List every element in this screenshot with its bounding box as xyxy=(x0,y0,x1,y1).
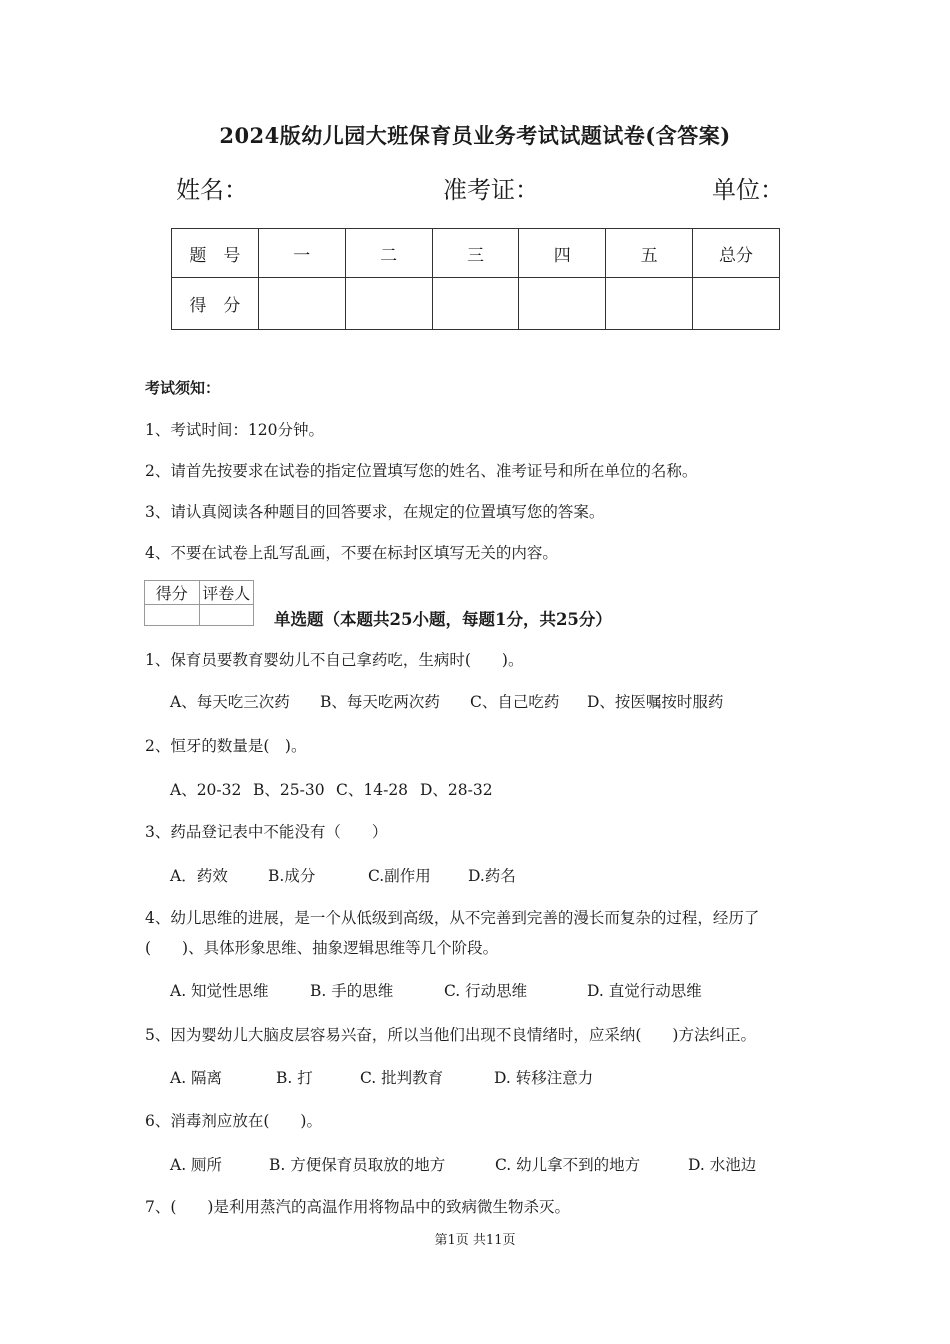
option: D.药名 xyxy=(468,867,516,885)
question-options xyxy=(170,1066,593,1088)
question-options xyxy=(170,864,516,886)
option: B. 方便保育员取放的地方 xyxy=(269,1156,446,1174)
option: D. 水池边 xyxy=(688,1156,757,1174)
grader-score-label: 得分 xyxy=(145,581,200,605)
question-options xyxy=(170,979,702,1001)
score-table-header-row xyxy=(172,229,780,278)
score-header-cell: 四 xyxy=(519,229,606,278)
option: B. 手的思维 xyxy=(310,982,394,1000)
score-header-cell: 题 号 xyxy=(172,229,259,278)
option: D. 直觉行动思维 xyxy=(587,982,702,1000)
document-title: 2024版幼儿园大班保育员业务考试试题试卷(含答案) xyxy=(219,123,731,148)
grader-reviewer-label: 评卷人 xyxy=(199,581,254,605)
option: C、14-28 xyxy=(336,781,409,799)
question-options xyxy=(170,778,493,800)
question-text: 7、( )是利用蒸汽的高温作用将物品中的致病微生物杀灭。 xyxy=(145,1198,570,1216)
option: B、每天吃两次药 xyxy=(320,693,440,711)
notice-item: 2、请首先按要求在试卷的指定位置填写您的姓名、准考证号和所在单位的名称。 xyxy=(145,462,698,480)
option: C. 幼儿拿不到的地方 xyxy=(495,1156,641,1174)
section-title: 单选题（本题共25小题，每题1分，共25分） xyxy=(274,610,612,629)
notice-item: 4、不要在试卷上乱写乱画，不要在标封区填写无关的内容。 xyxy=(145,544,558,562)
score-header-cell: 一 xyxy=(258,229,345,278)
ticket-label: 准考证： xyxy=(443,176,539,204)
name-label: 姓名： xyxy=(176,176,248,204)
question-options xyxy=(170,1153,756,1175)
option: C.副作用 xyxy=(368,867,431,885)
score-cell[interactable] xyxy=(606,278,693,330)
score-header-cell: 五 xyxy=(606,229,693,278)
question-text: 1、保育员要教育婴幼儿不自己拿药吃，生病时( )。 xyxy=(145,651,524,669)
option: A、每天吃三次药 xyxy=(170,693,290,711)
option: A. 厕所 xyxy=(170,1156,223,1174)
option: B.成分 xyxy=(268,867,316,885)
question-text: 6、消毒剂应放在( )。 xyxy=(145,1112,322,1130)
question-text: 4、幼儿思维的进展，是一个从低级到高级，从不完善到完善的漫长而复杂的过程，经历了 xyxy=(145,909,760,927)
option: D、28-32 xyxy=(420,781,493,799)
score-cell[interactable] xyxy=(345,278,432,330)
option: B、25-30 xyxy=(253,781,325,799)
option: A. 隔离 xyxy=(170,1069,223,1087)
notice-item: 3、请认真阅读各种题目的回答要求，在规定的位置填写您的答案。 xyxy=(145,503,605,521)
score-table-score-row xyxy=(172,278,780,330)
option: A．药效 xyxy=(170,867,228,885)
unit-label: 单位： xyxy=(712,176,784,204)
option: B. 打 xyxy=(276,1069,313,1087)
question-text: 5、因为婴幼儿大脑皮层容易兴奋，所以当他们出现不良情绪时，应采纳( )方法纠正。 xyxy=(145,1026,756,1044)
question-text: 3、药品登记表中不能没有（ ） xyxy=(145,823,388,841)
score-cell[interactable] xyxy=(519,278,606,330)
score-cell[interactable] xyxy=(258,278,345,330)
question-text-continued: ( )、具体形象思维、抽象逻辑思维等几个阶段。 xyxy=(145,939,499,957)
option: A. 知觉性思维 xyxy=(170,982,269,1000)
grader-reviewer-cell[interactable] xyxy=(199,605,254,626)
option: C、自己吃药 xyxy=(470,693,560,711)
score-cell[interactable] xyxy=(432,278,519,330)
question-options xyxy=(170,690,723,712)
notice-heading: 考试须知： xyxy=(145,379,221,397)
option: A、20-32 xyxy=(170,781,242,799)
option: C. 批判教育 xyxy=(360,1069,444,1087)
grader-score-cell[interactable] xyxy=(145,605,200,626)
notice-item: 1、考试时间：120分钟。 xyxy=(145,421,324,439)
score-table xyxy=(171,228,780,330)
score-header-cell: 总分 xyxy=(693,229,780,278)
option: C. 行动思维 xyxy=(444,982,528,1000)
score-cell[interactable] xyxy=(693,278,780,330)
grader-box xyxy=(144,580,254,626)
score-header-cell: 二 xyxy=(345,229,432,278)
option: D、按医嘱按时服药 xyxy=(587,693,724,711)
option: D. 转移注意力 xyxy=(494,1069,594,1087)
question-text: 2、恒牙的数量是( )。 xyxy=(145,737,307,755)
score-row-label: 得 分 xyxy=(172,278,259,330)
score-header-cell: 三 xyxy=(432,229,519,278)
page-footer: 第1页 共11页 xyxy=(434,1233,516,1248)
